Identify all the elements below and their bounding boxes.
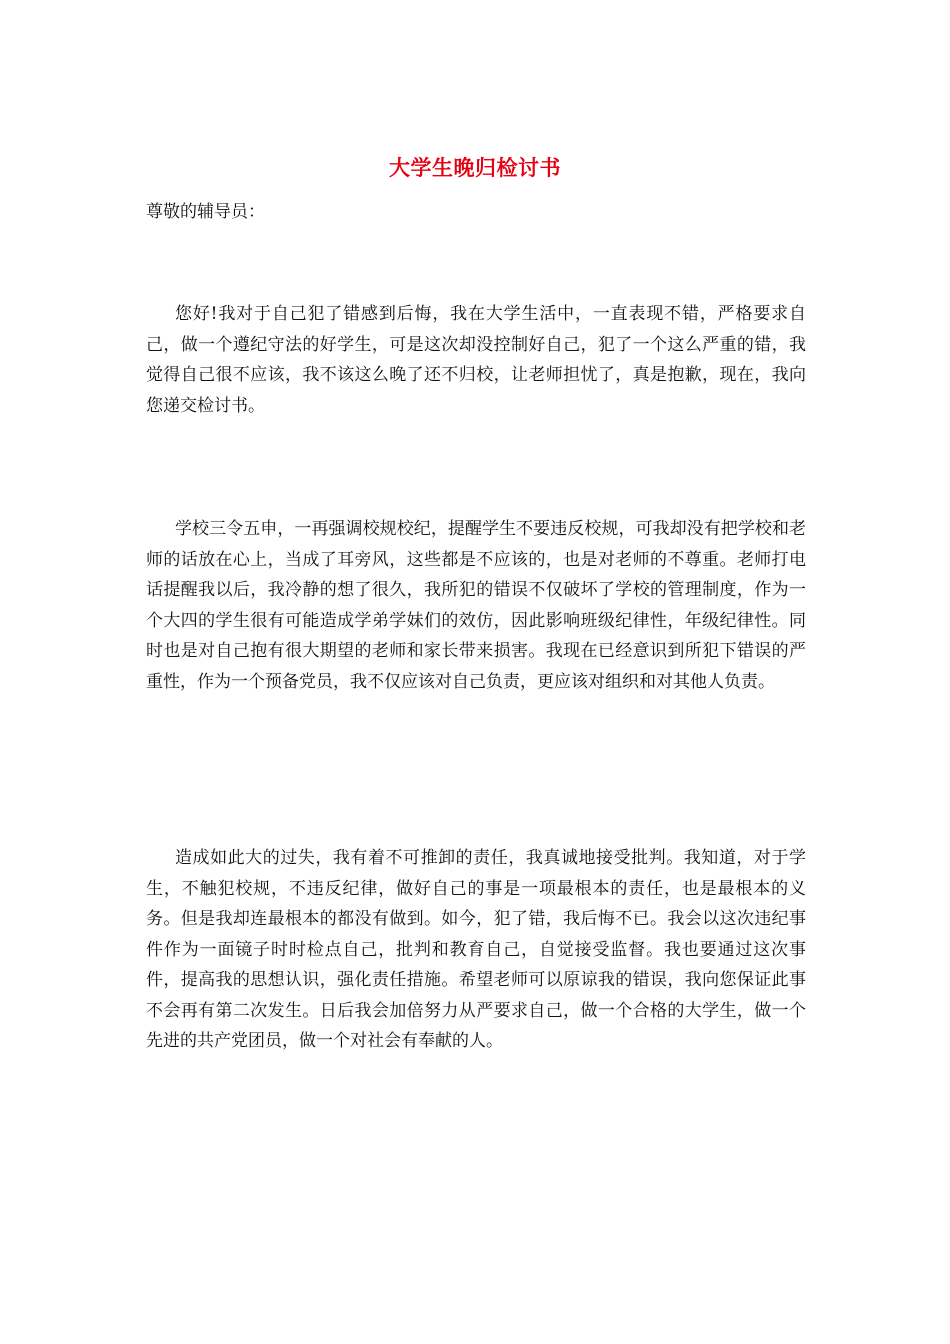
document-title: 大学生晚归检讨书 bbox=[389, 155, 561, 180]
paragraph-3: 造成如此大的过失，我有着不可推卸的责任，我真诚地接受批判。我知道，对于学生，不触犯校规，不违反纪律，做好自己的事是一项最根本的责任，也是最根本的义务。但是我却连最根本的都没有做到。如今，犯了错，我后悔不已。我会以这次违纪事件作为一面镜子时时检点自己，批判和教育自己，自觉接受监督。我也要通过这次事件，提高我的思想认识，强化责任措施。希望老师可以原谅我的错误，我向您保证此事不会再有第二次发生。日后我会加倍努力从严要求自己，做一个合格的大学生，做一个先进的共产党团员，做一个对社会有奉献的人。 bbox=[146, 848, 806, 1051]
paragraph-2: 学校三令五申，一再强调校规校纪，提醒学生不要违反校规，可我却没有把学校和老师的话放在心上，当成了耳旁风，这些都是不应该的，也是对老师的不尊重。老师打电话提醒我以后，我冷静的想了很久，我所犯的错误不仅破坏了学校的管理制度，作为一个大四的学生很有可能造成学弟学妹们的效仿，因此影响班级纪律性，年级纪律性。同时也是对自己抱有很大期望的老师和家长带来损害。我现在已经意识到所犯下错误的严重性，作为一个预备党员，我不仅应该对自己负责，更应该对组织和对其他人负责。 bbox=[146, 519, 806, 692]
paragraph-1: 您好!我对于自己犯了错感到后悔，我在大学生活中，一直表现不错，严格要求自己，做一个遵纪守法的好学生，可是这次却没控制好自己，犯了一个这么严重的错，我觉得自己很不应该，我不该这么晚了还不归校，让老师担忧了，真是抱歉，现在，我向您递交检讨书。 bbox=[146, 304, 806, 416]
salutation: 尊敬的辅导员： bbox=[146, 202, 265, 222]
